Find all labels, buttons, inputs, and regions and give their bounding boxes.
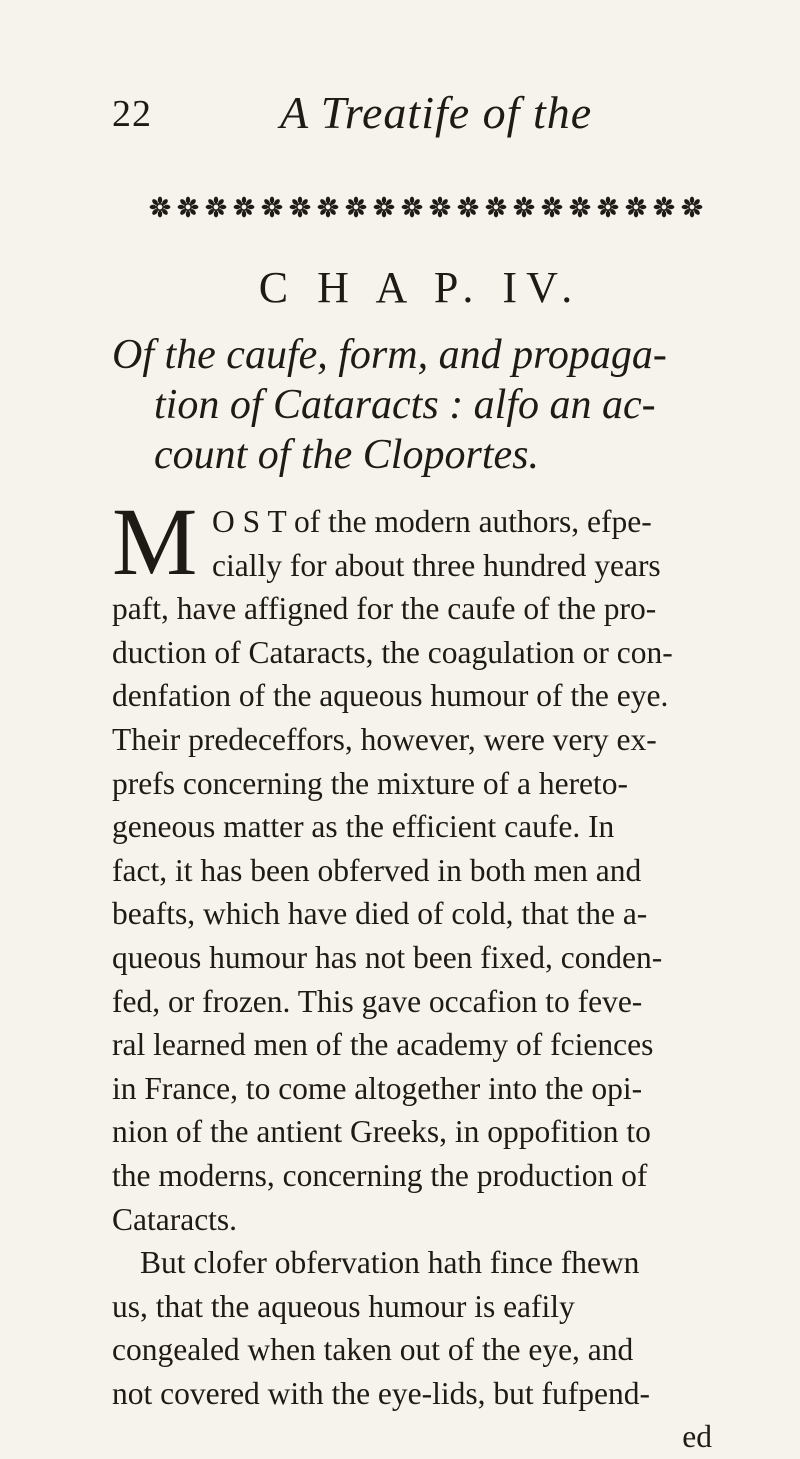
subtitle-line: Of the caufe, form, and propaga-: [112, 332, 667, 378]
text-line: ral learned men of the academy of fciences: [112, 1027, 654, 1063]
chapter-subtitle: [112, 330, 712, 480]
flower-icon: [458, 197, 479, 218]
printers-flower-icon: [146, 182, 706, 232]
chapter-heading: C H A P. IV.: [258, 263, 582, 312]
flower-icon: [514, 197, 535, 218]
body-text: [112, 488, 712, 1459]
text-line: queous humour has not been fixed, conden-: [112, 939, 663, 975]
flower-icon: [598, 197, 619, 218]
text-line: cially for about three hundred years: [212, 547, 661, 583]
flower-icon: [290, 197, 311, 218]
flower-icon: [178, 197, 199, 218]
text-line: us, that the aqueous humour is eafily: [112, 1288, 575, 1324]
text-line: nion of the antient Greeks, in oppofition to: [112, 1114, 651, 1150]
text-line: But clofer obfervation hath fince fhewn: [140, 1245, 640, 1281]
flower-icon: [542, 197, 563, 218]
flower-icon: [374, 197, 395, 218]
text-line: fed, or frozen. This gave occafion to feve-: [112, 983, 643, 1019]
text-line: paft, have affigned for the caufe of the pro-: [112, 591, 657, 627]
flower-icon: [626, 197, 647, 218]
text-line: geneous matter as the efficient caufe. In: [112, 809, 615, 845]
text-line: fact, it has been obferved in both men and: [112, 852, 642, 888]
text-line: prefs concerning the mixture of a hereto-: [112, 765, 629, 801]
text-line: in France, to come altogether into the opi-: [112, 1070, 643, 1106]
flower-icon: [430, 197, 451, 218]
text-line: O S T of the modern authors, efpe-: [212, 504, 652, 539]
flower-icon: [570, 197, 591, 218]
flower-icon: [262, 197, 283, 218]
text-line: not covered with the eye-lids, but fufpend-: [112, 1375, 650, 1411]
flower-icon: [206, 197, 227, 218]
flower-icon: [234, 197, 255, 218]
running-head: [112, 87, 712, 152]
subtitle-line: tion of Cataracts : alfo an ac-: [154, 382, 656, 428]
text-line: duction of Cataracts, the coagulation or con-: [112, 634, 673, 670]
ornament-band: [146, 182, 706, 232]
flower-icon: [682, 197, 703, 218]
running-title: A Treatife of the: [280, 87, 593, 138]
catchword: ed: [682, 1419, 712, 1455]
subtitle-line: count of the Cloportes.: [154, 432, 539, 478]
text-line: the moderns, concerning the production of: [112, 1157, 648, 1193]
flower-icon: [150, 197, 171, 218]
flower-icon: [318, 197, 339, 218]
flower-icon: [346, 197, 367, 218]
text-line: denfation of the aqueous humour of the eye.: [112, 678, 669, 714]
text-line: Their predeceffors, however, were very ex-: [112, 721, 657, 757]
text-line: Cataracts.: [112, 1201, 238, 1237]
drop-cap: M: [112, 488, 198, 595]
text-line: congealed when taken out of the eye, and: [112, 1332, 634, 1368]
flower-icon: [402, 197, 423, 218]
page-number: 22: [112, 93, 152, 135]
flower-icon: [654, 197, 675, 218]
text-line: beafts, which have died of cold, that the a-: [112, 896, 648, 932]
flower-icon: [486, 197, 507, 218]
